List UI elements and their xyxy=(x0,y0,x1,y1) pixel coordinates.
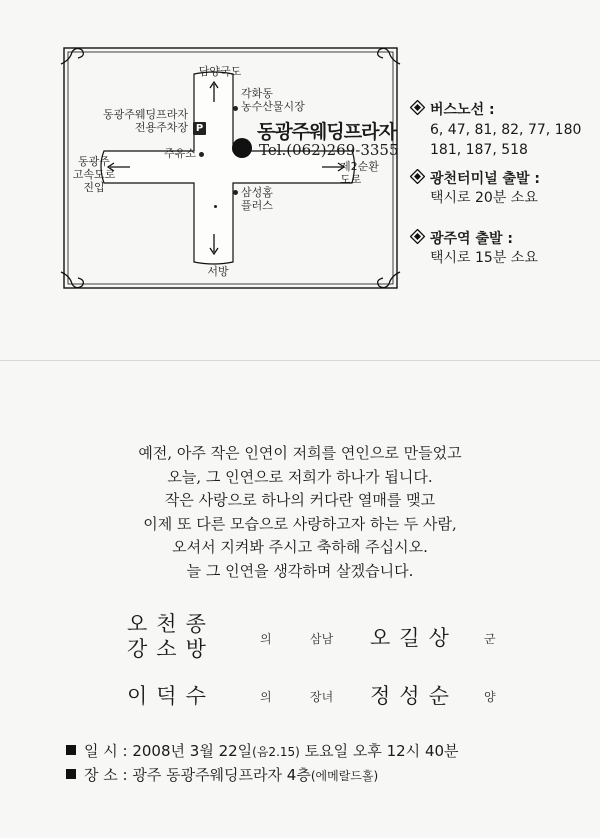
map-south-label: 서방 xyxy=(207,265,229,278)
bride-relation: 장녀 xyxy=(310,690,334,704)
bride-particle: 의 xyxy=(260,690,272,704)
bride-title: 양 xyxy=(484,690,496,704)
diamond-icon xyxy=(410,169,425,184)
venue-name: 동광주웨딩프라자 xyxy=(257,121,396,143)
fold-divider xyxy=(0,360,600,361)
ceremony-date: 일 시 : 2008년 3월 22일(음2.15) 토요일 오후 12시 40분 xyxy=(66,740,459,761)
invitation-line: 작은 사랑으로 하나의 커다란 열매를 맺고 xyxy=(164,491,436,509)
groom-father: 오천종 xyxy=(127,612,215,636)
bride-name: 정성순 xyxy=(370,684,458,708)
bride-parent: 이덕수 xyxy=(127,684,215,708)
directions-title: 광주역 출발 : xyxy=(430,231,513,247)
venue-phone: Tel.(062)269-3355 xyxy=(259,141,399,159)
landmark-dot xyxy=(214,205,217,208)
invitation-message xyxy=(0,442,600,583)
landmark-parking: 동광주웨딩프라자 전용주차장 xyxy=(102,108,188,134)
crossroad-shape xyxy=(101,72,355,264)
groom-parents xyxy=(127,612,215,662)
invitation-line: 늘 그 인연을 생각하며 살겠습니다. xyxy=(186,561,414,580)
venue-marker-icon xyxy=(232,138,252,158)
groom-mother: 강소방 xyxy=(127,637,215,661)
landmark-gakhwa: 각화동 농수산물시장 xyxy=(241,87,305,113)
directions-body: 택시로 20분 소요 xyxy=(430,190,538,206)
groom-name: 오길상 xyxy=(370,626,458,650)
directions-body: 택시로 15분 소요 xyxy=(430,250,538,266)
parking-icon: P xyxy=(193,122,206,135)
invitation-line: 오늘, 그 인연으로 저희가 하나가 됩니다. xyxy=(167,467,433,486)
invitation-line: 이제 또 다른 모습으로 사랑하고자 하는 두 사람, xyxy=(143,514,457,533)
groom-relation: 삼남 xyxy=(310,632,334,646)
map-north-label: 담양국도 xyxy=(198,65,242,78)
diamond-icon xyxy=(410,100,425,115)
map-west-label: 동광주 고속도로 진입 xyxy=(72,155,116,194)
groom-particle: 의 xyxy=(260,632,272,646)
landmark-samsung: 삼성홈 플러스 xyxy=(241,186,273,212)
directions-title: 버스노선 : xyxy=(430,102,495,118)
directions-title: 광천터미널 출발 : xyxy=(430,171,541,187)
diamond-icon xyxy=(410,229,425,244)
landmark-dot xyxy=(199,152,204,157)
landmark-dot xyxy=(233,190,238,195)
ceremony-place: 장 소 : 광주 동광주웨딩프라자 4층(에메랄드홀) xyxy=(66,764,378,785)
bullet-square-icon xyxy=(66,769,76,779)
map-east-label: 제2순환 도로 xyxy=(340,160,379,186)
directions-body: 6, 47, 81, 82, 77, 180 181, 187, 518 xyxy=(430,122,582,158)
groom-title: 군 xyxy=(484,632,496,646)
invitation-line: 예전, 아주 작은 인연이 저희를 연인으로 만들었고 xyxy=(138,444,462,462)
invitation-line: 오셔서 지켜봐 주시고 축하해 주십시오. xyxy=(172,538,428,556)
landmark-gas-station: 주유소 xyxy=(164,147,196,160)
bullet-square-icon xyxy=(66,745,76,755)
landmark-dot xyxy=(233,106,238,111)
